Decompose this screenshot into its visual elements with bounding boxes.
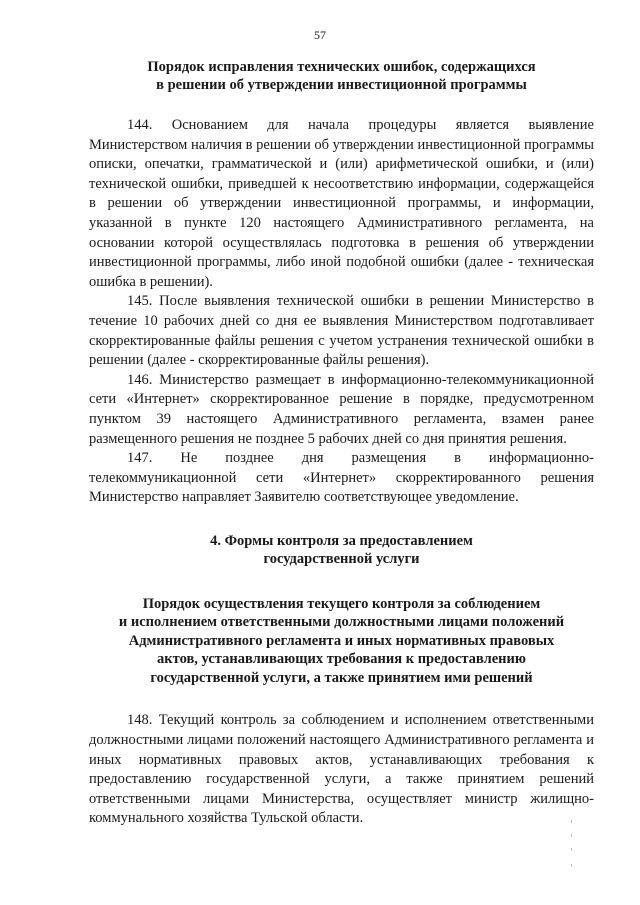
scan-marks — [569, 820, 575, 880]
paragraph-145: 145. После выявления технической ошибки в решении Министерство в течение 10 рабочих дней со дня ее выявления Министерством подготавливает скорректированные файлы решения с учетом устранения технической ошибки в решении (далее - скорректированные файлы решения). — [89, 293, 594, 369]
paragraph-146: 146. Министерство размещает в информационно-телекоммуникационной сети «Интернет» скорректированное решение в порядке, предусмотренном пунктом 39 настоящего Административного регламента, взамен ранее размещенного решения не позднее 5 рабочих дней со дня принятия решения. — [89, 371, 594, 447]
section-heading-technical-errors — [89, 58, 594, 94]
heading-line: 4. Формы контроля за предоставлением — [210, 532, 473, 549]
heading-line: Административного регламента и иных нормативных правовых — [128, 632, 555, 649]
heading-line: государственной услуги, а также принятием ими решений — [150, 669, 533, 686]
chapter-heading-control-forms — [89, 532, 594, 568]
paragraph-144: 144. Основанием для начала процедуры является выявление Министерством наличия в решении об утверждении инвестиционной программы описки, опечатки, грамматической и (или) арифметической ошибки, и (или) технической ошибки, приведшей к несоответствию информации, содержащейся в решении об утверждении инвестиционной программы, и информации, указанной в пункте 120 настоящего Административного регламента, на основании которой осуществлялась подготовка в решения об утверждении инвестиционной программы, либо иной подобной ошибки (далее - техническая ошибка в решении). — [89, 117, 594, 290]
paragraph-148: 148. Текущий контроль за соблюдением и исполнением ответственными должностными лицами положений настоящего Административного регламента и иных нормативных правовых актов, устанавливающих требования к предоставлению государственной услуги, а также принятием решений ответственными лицами Министерства, осуществляет министр жилищно-коммунального хозяйства Тульской области. — [89, 712, 594, 827]
document-body — [89, 58, 594, 829]
heading-line: Порядок исправления технических ошибок, содержащихся — [147, 59, 536, 75]
heading-line: государственной услуги — [263, 550, 420, 567]
heading-line: в решении об утверждении инвестиционной программы — [156, 77, 527, 93]
page-number: 57 — [314, 28, 326, 42]
paragraph-147: 147. Не позднее дня размещения в информационно-телекоммуникационной сети «Интернет» скорректированного решения Министерство направляет Заявителю соответствующее уведомление. — [89, 450, 594, 506]
section-heading-current-control — [89, 595, 594, 688]
heading-line: и исполнением ответственными должностными лицами положений — [118, 614, 565, 631]
heading-line: актов, устанавливающих требования к предоставлению — [157, 651, 526, 668]
heading-line: Порядок осуществления текущего контроля за соблюдением — [142, 595, 541, 612]
